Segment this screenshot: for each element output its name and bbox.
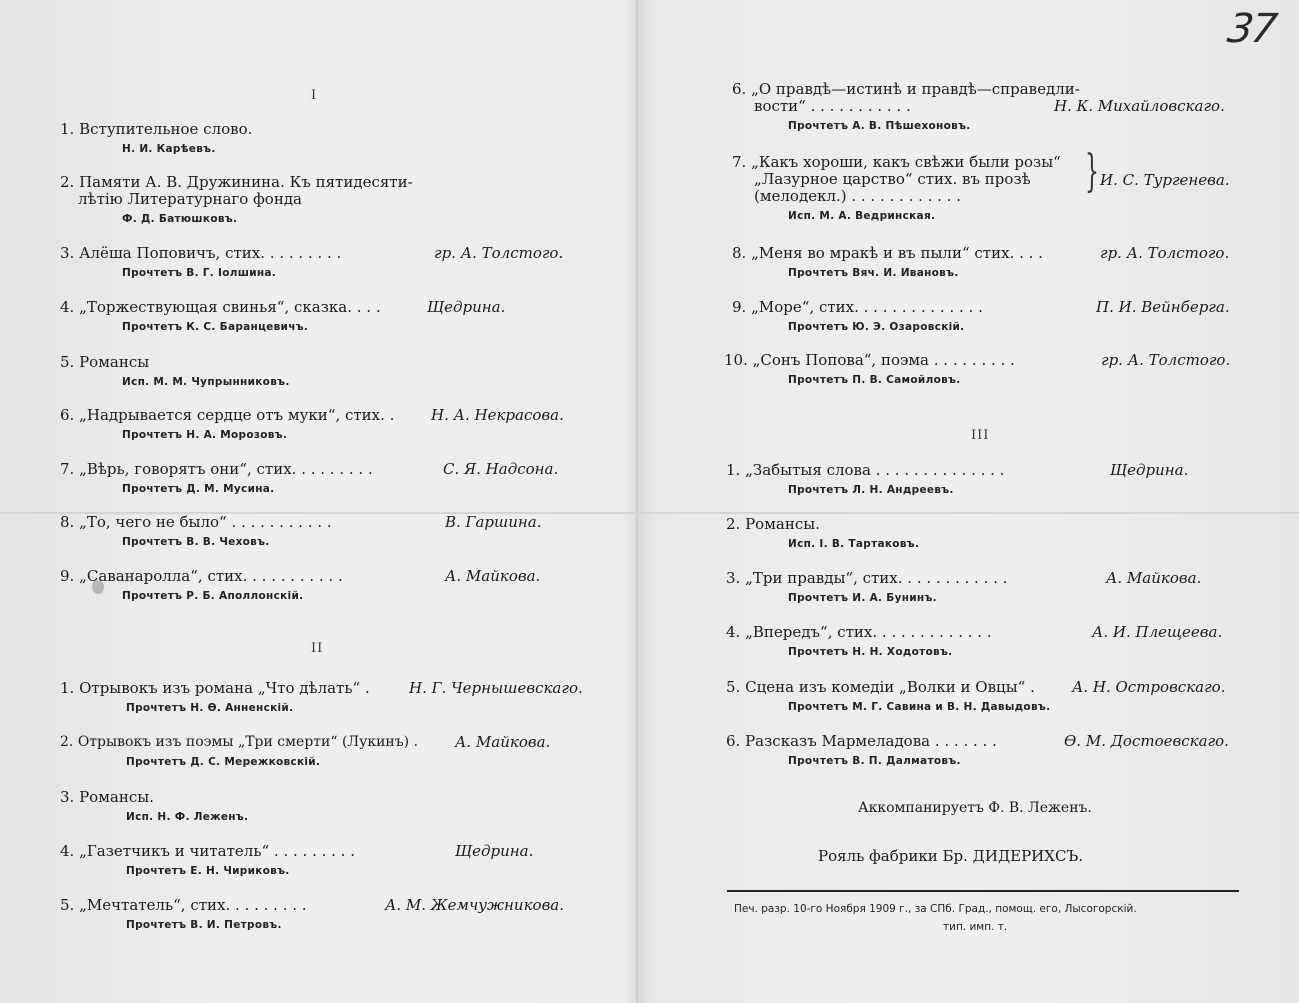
item-author: А. Н. Островскаго. — [1072, 678, 1226, 696]
item-title: „О правдѣ—истинѣ и правдѣ—справедли- — [751, 80, 1080, 98]
item-number: 10. — [724, 351, 748, 369]
performer: Прочтетъ Н. Н. Ходотовъ. — [788, 646, 953, 658]
item-title: „Море“, стих. . . . . . . . . . . . . . — [751, 298, 983, 316]
performer: Прочтетъ Д. С. Мережковскій. — [126, 756, 321, 768]
performer: Прочтетъ А. В. Пѣшехоновъ. — [788, 120, 971, 132]
item-title: Сцена изъ комедіи „Волки и Овцы“ . — [745, 678, 1035, 696]
item-author: А. Майкова. — [445, 567, 541, 585]
item-title: „Меня во мракѣ и въ пыли“ стих. . . . — [751, 244, 1043, 262]
item-title: „Впередъ“, стих. . . . . . . . . . . . . — [745, 623, 992, 641]
performer: Прочтетъ Н. Ѳ. Анненскій. — [126, 702, 294, 714]
item-title: „Вѣрь, говорятъ они“, стих. . . . . . . . . — [79, 460, 373, 478]
item-number: 3. — [60, 788, 75, 806]
program-item — [726, 570, 1238, 604]
item-number: 9. — [60, 567, 75, 585]
performer: Н. И. Карѣевъ. — [122, 143, 216, 155]
item-author: А. И. Плещеева. — [1092, 623, 1223, 641]
item-title: „Сонъ Попова“, поэма . . . . . . . . . — [752, 351, 1015, 369]
item-number: 4. — [60, 842, 75, 860]
item-number: 2. — [726, 515, 741, 533]
item-number: 3. — [726, 569, 741, 587]
program-item — [726, 624, 1238, 658]
program-item — [60, 789, 248, 823]
program-item — [60, 121, 252, 155]
performer: Ф. Д. Батюшковъ. — [122, 213, 238, 225]
program-item — [60, 407, 580, 441]
performer: Прочтетъ Д. М. Мусина. — [122, 483, 275, 495]
performer: Исп. Н. Ф. Леженъ. — [126, 811, 249, 823]
piano-line: Рояль фабрики Бр. ДИДЕРИХСЪ. — [818, 847, 1084, 865]
item-number: 5. — [60, 353, 75, 371]
item-title: „Надрывается сердце отъ муки“, стих. . — [79, 406, 395, 424]
section-heading-2: II — [311, 641, 324, 656]
item-number: 9. — [732, 298, 747, 316]
performer: Прочтетъ П. В. Самойловъ. — [788, 374, 961, 386]
item-number: 7. — [732, 153, 747, 171]
item-author: А. Майкова. — [1106, 569, 1202, 587]
item-author: Н. А. Некрасова. — [431, 406, 564, 424]
item-title: Романсы. — [79, 788, 154, 806]
performer: Прочтетъ Л. Н. Андреевъ. — [788, 484, 954, 496]
item-title-cont: лѣтію Литературнаго фонда — [78, 190, 303, 208]
item-author: гр. А. Толстого. — [434, 244, 564, 262]
item-number: 4. — [726, 623, 741, 641]
section-heading-1: I — [311, 88, 318, 103]
item-author: И. С. Тургенева. — [1100, 171, 1230, 189]
program-item — [60, 843, 580, 877]
item-title: Алёша Поповичъ, стих. . . . . . . . . — [79, 244, 342, 262]
performer: Прочтетъ М. Г. Савина и В. Н. Давыдовъ. — [788, 701, 1051, 713]
performer: Прочтетъ В. Г. Іолшина. — [122, 267, 277, 279]
item-number: 5. — [60, 896, 75, 914]
item-number: 5. — [726, 678, 741, 696]
item-title: „Какъ хороши, какъ свѣжи были розы“ — [751, 153, 1061, 171]
item-author: А. М. Жемчужникова. — [385, 896, 565, 914]
item-author: В. Гаршина. — [445, 513, 542, 531]
item-number: 1. — [60, 679, 75, 697]
item-number: 2. — [60, 734, 74, 750]
program-item — [724, 352, 1238, 386]
performer: Исп. М. М. Чупрынниковъ. — [122, 376, 290, 388]
performer: Прочтетъ Е. Н. Чириковъ. — [126, 865, 290, 877]
program-item — [726, 733, 1238, 767]
program-item — [60, 299, 580, 333]
program-item — [732, 299, 1238, 333]
item-author: гр. А. Толстого. — [1101, 351, 1231, 369]
item-number: 7. — [60, 460, 75, 478]
item-title: Разсказъ Мармеладова . . . . . . . — [745, 732, 997, 750]
item-title: Вступительное слово. — [79, 120, 253, 138]
item-title: „Саванаролла“, стих. . . . . . . . . . . — [79, 567, 343, 585]
imprint-line: Печ. разр. 10-го Ноября 1909 г., за СПб. Град., помощ. его, Лысогорскій. — [734, 903, 1137, 915]
item-title: „То, чего не было“ . . . . . . . . . . . — [79, 513, 332, 531]
performer: Прочтетъ К. С. Баранцевичъ. — [122, 321, 309, 333]
item-author: Н. К. Михайловскаго. — [1054, 97, 1225, 115]
performer: Исп. М. А. Ведринская. — [788, 210, 936, 222]
item-title: Романсы. — [745, 515, 820, 533]
section-heading-3: III — [971, 428, 990, 443]
item-title: „Газетчикъ и читатель“ . . . . . . . . . — [79, 842, 355, 860]
item-title: Отрывокъ изъ поэмы „Три смерти“ (Лукинъ) . — [77, 734, 419, 750]
item-title: „Торжествующая свинья“, сказка. . . . — [79, 298, 381, 316]
item-number: 1. — [60, 120, 75, 138]
curly-brace: } — [1085, 146, 1099, 197]
item-number: 2. — [60, 173, 75, 191]
item-author: Щедрина. — [1110, 461, 1189, 479]
program-item — [732, 154, 1061, 222]
item-number: 4. — [60, 298, 75, 316]
performer: Прочтетъ Р. Б. Аполлонскій. — [122, 590, 304, 602]
footer-rule — [727, 890, 1239, 892]
item-number: 6. — [726, 732, 741, 750]
performer: Прочтетъ В. П. Далматовъ. — [788, 755, 961, 767]
performer: Прочтетъ В. В. Чеховъ. — [122, 536, 270, 548]
program-item — [60, 734, 580, 768]
page-number: 37 — [1224, 6, 1279, 52]
item-author: Ѳ. М. Достоевскаго. — [1064, 732, 1229, 750]
item-title: Отрывокъ изъ романа „Что дѣлать“ . — [79, 679, 370, 697]
performer: Прочтетъ Н. А. Морозовъ. — [122, 429, 288, 441]
item-number: 6. — [60, 406, 75, 424]
item-number: 6. — [732, 80, 747, 98]
performer: Прочтетъ И. А. Бунинъ. — [788, 592, 937, 604]
item-title: „Мечтатель“, стих. . . . . . . . . — [79, 896, 307, 914]
program-item — [726, 516, 919, 550]
program-item — [60, 461, 580, 495]
program-item — [726, 462, 1238, 496]
item-title: „Забытыя слова . . . . . . . . . . . . . . — [745, 461, 1005, 479]
item-number: 8. — [732, 244, 747, 262]
vertical-fold — [636, 0, 638, 1003]
item-author: Н. Г. Чернышевскаго. — [409, 679, 583, 697]
item-title-cont: (мелодекл.) . . . . . . . . . . . . — [754, 187, 962, 205]
program-item — [732, 245, 1238, 279]
program-item — [60, 245, 580, 279]
item-author: гр. А. Толстого. — [1100, 244, 1230, 262]
program-item — [60, 568, 580, 602]
program-item — [60, 514, 580, 548]
item-title: Памяти А. В. Дружинина. Къ пятидесяти- — [79, 173, 413, 191]
imprint-line-2: тип. имп. т. — [943, 921, 1008, 933]
item-author: Щедрина. — [455, 842, 534, 860]
performer: Прочтетъ Вяч. И. Ивановъ. — [788, 267, 959, 279]
item-number: 1. — [726, 461, 741, 479]
performer: Прочтетъ В. И. Петровъ. — [126, 919, 282, 931]
item-author: Щедрина. — [427, 298, 506, 316]
item-author: С. Я. Надсона. — [443, 460, 559, 478]
program-item — [60, 354, 290, 388]
item-author: П. И. Вейнберга. — [1096, 298, 1230, 316]
item-author: А. Майкова. — [455, 733, 551, 751]
program-item — [60, 897, 580, 931]
item-number: 8. — [60, 513, 75, 531]
item-title-cont: вости“ . . . . . . . . . . . — [754, 97, 911, 115]
program-item — [732, 81, 1240, 132]
performer: Исп. І. В. Тартаковъ. — [788, 538, 920, 550]
program-item — [60, 679, 583, 714]
program-item — [726, 679, 1238, 713]
item-title: Романсы — [79, 353, 150, 371]
performer: Прочтетъ Ю. Э. Озаровскій. — [788, 321, 965, 333]
item-title: „Три правды“, стих. . . . . . . . . . . . — [745, 569, 1008, 587]
item-title-cont: „Лазурное царство“ стих. въ прозѣ — [754, 170, 1031, 188]
item-number: 3. — [60, 244, 75, 262]
accompanist-line: Аккомпанируетъ Ф. В. Леженъ. — [858, 800, 1092, 816]
program-item — [60, 174, 413, 225]
